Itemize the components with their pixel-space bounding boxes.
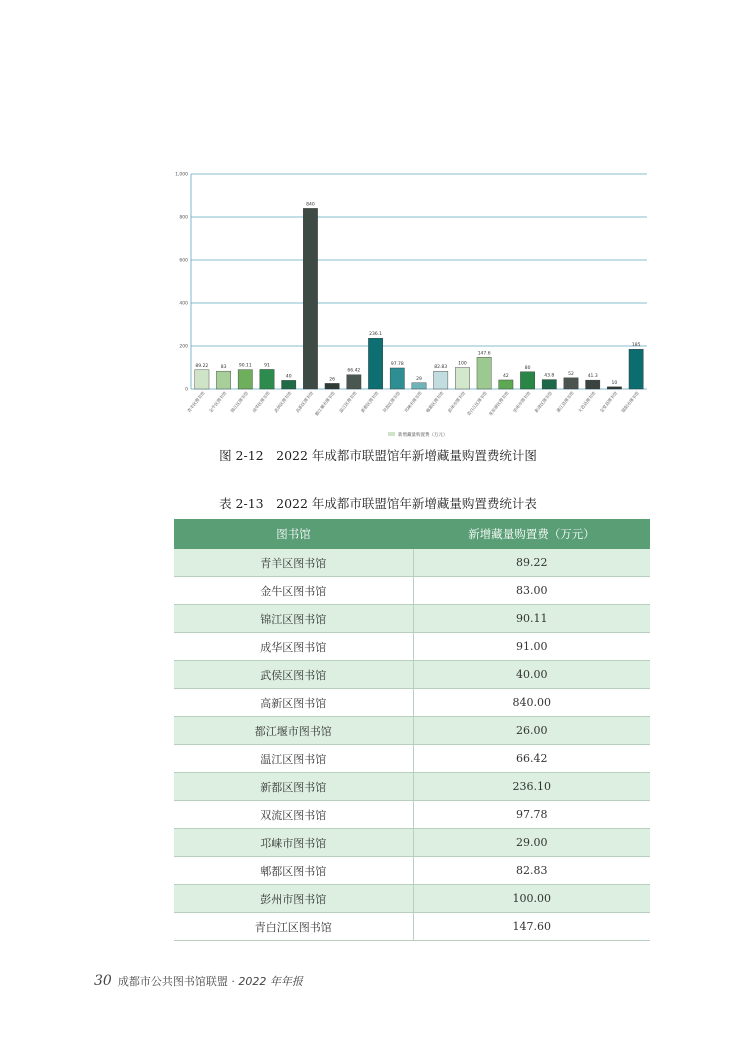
library-name-cell: 郫都区图书馆 — [174, 857, 413, 885]
library-name-cell: 都江堰市图书馆 — [174, 717, 413, 745]
bar-value-label: 89.22 — [195, 363, 209, 369]
table-row — [174, 689, 650, 717]
cost-value-cell: 29.00 — [413, 829, 650, 857]
bar — [629, 349, 643, 389]
table-row — [174, 857, 650, 885]
bar-value-label: 840 — [306, 202, 315, 208]
y-tick-label: 200 — [179, 344, 188, 350]
library-name-cell: 温江区图书馆 — [174, 745, 413, 773]
cost-value-cell: 40.00 — [413, 661, 650, 689]
footer-title: 成都市公共图书馆联盟 · — [117, 975, 239, 988]
legend-label: 新增藏量购置费（万元） — [398, 433, 448, 438]
bar — [455, 368, 469, 390]
cost-value-cell: 90.11 — [413, 605, 650, 633]
cost-value-cell: 89.22 — [413, 549, 650, 577]
bar-value-label: 97.78 — [390, 361, 404, 367]
bar-value-label: 42 — [502, 373, 509, 379]
table-row — [174, 633, 650, 661]
bar — [499, 380, 513, 389]
table-header-row — [174, 519, 650, 549]
library-name-cell: 锦江区图书馆 — [174, 605, 413, 633]
x-tick-label: 锦江区图书馆 — [229, 390, 250, 414]
x-tick-label: 成华区图书馆 — [251, 390, 271, 414]
x-tick-label: 青羊区图书馆 — [186, 390, 206, 414]
bar — [260, 369, 274, 389]
x-tick-label: 青白江区图书馆 — [465, 390, 488, 417]
bar-value-label: 40 — [285, 374, 292, 380]
x-tick-label: 新津区图书馆 — [533, 390, 554, 414]
cost-value-cell: 236.10 — [413, 773, 650, 801]
page-number: 30 — [94, 973, 112, 989]
cost-value-cell: 83.00 — [413, 577, 650, 605]
x-tick-label: 新都区图书馆 — [359, 390, 380, 414]
x-tick-label: 郫都区图书馆 — [425, 390, 445, 414]
y-tick-label: 1,000 — [175, 172, 188, 178]
figure-caption: 图 2-12 2022 年成都市联盟馆年新增藏量购置费统计图 — [219, 448, 537, 463]
table-row — [174, 717, 650, 745]
page-footer — [94, 973, 303, 989]
y-tick-label: 600 — [179, 258, 188, 264]
library-name-cell: 高新区图书馆 — [174, 689, 413, 717]
legend-swatch — [388, 432, 395, 436]
library-name-cell: 成华区图书馆 — [174, 633, 413, 661]
x-tick-label: 简阳市图书馆 — [620, 390, 640, 414]
bar — [347, 375, 361, 389]
table-caption: 表 2-13 2022 年成都市联盟馆年新增藏量购置费统计表 — [219, 496, 537, 511]
table-row — [174, 913, 650, 941]
table-row — [174, 549, 650, 577]
x-tick-label: 大邑县图书馆 — [577, 390, 597, 414]
y-tick-label: 0 — [185, 387, 188, 393]
bar — [564, 378, 578, 389]
bar-value-label: 29 — [416, 376, 422, 382]
bar-value-label: 90.11 — [238, 363, 252, 369]
bar-chart — [0, 0, 756, 445]
x-tick-label: 金堂县图书馆 — [598, 390, 619, 414]
library-name-cell: 青羊区图书馆 — [174, 549, 413, 577]
bar-value-label: 236.1 — [369, 332, 383, 338]
x-tick-label: 双流区图书馆 — [381, 390, 402, 414]
cost-value-cell: 97.78 — [413, 801, 650, 829]
bar-value-label: 43.8 — [544, 373, 555, 379]
x-tick-label: 高新区图书馆 — [294, 390, 315, 414]
y-tick-label: 800 — [179, 215, 188, 221]
bar — [195, 370, 209, 389]
x-tick-label: 龙泉驿区图书馆 — [487, 390, 510, 417]
library-name-cell: 新都区图书馆 — [174, 773, 413, 801]
table-row — [174, 885, 650, 913]
cost-value-cell: 840.00 — [413, 689, 650, 717]
library-name-cell: 武侯区图书馆 — [174, 661, 413, 689]
table-row — [174, 829, 650, 857]
data-table — [174, 519, 650, 941]
bar — [390, 368, 404, 389]
table-body — [174, 549, 650, 941]
library-name-cell: 双流区图书馆 — [174, 801, 413, 829]
bar-value-label: 91 — [264, 363, 270, 369]
x-tick-label: 崇州市图书馆 — [511, 390, 532, 414]
bar-value-label: 10 — [611, 380, 618, 386]
x-tick-label: 彭州市图书馆 — [446, 390, 467, 414]
column-header-cost: 新增藏量购置费（万元） — [413, 519, 650, 549]
x-tick-label: 武侯区图书馆 — [273, 390, 293, 414]
bar-value-label: 80 — [524, 365, 531, 371]
table-row — [174, 745, 650, 773]
cost-value-cell: 91.00 — [413, 633, 650, 661]
library-name-cell: 彭州市图书馆 — [174, 885, 413, 913]
cost-value-cell: 100.00 — [413, 885, 650, 913]
bar — [477, 357, 491, 389]
x-tick-label: 金牛区图书馆 — [207, 390, 228, 414]
bar-value-label: 52 — [568, 371, 574, 377]
x-tick-label: 邛崃市图书馆 — [403, 390, 423, 414]
x-tick-label: 温江区图书馆 — [338, 390, 358, 414]
bar-value-label: 83 — [220, 365, 227, 371]
bar — [325, 383, 339, 389]
bar — [238, 370, 252, 389]
bar-value-label: 147.6 — [477, 351, 491, 357]
table-row — [174, 605, 650, 633]
footer-year: 2022 年年报 — [238, 975, 303, 988]
cost-value-cell: 66.42 — [413, 745, 650, 773]
bar — [586, 380, 600, 389]
bar — [607, 387, 621, 389]
cost-value-cell: 147.60 — [413, 913, 650, 941]
bar — [434, 371, 448, 389]
bar — [303, 208, 317, 389]
cost-value-cell: 82.83 — [413, 857, 650, 885]
bar-value-label: 100 — [458, 361, 467, 367]
bar — [368, 338, 382, 389]
bar — [542, 380, 556, 389]
bar-value-label: 41.3 — [587, 374, 598, 380]
bar-value-label: 26 — [329, 377, 336, 383]
library-name-cell: 邛崃市图书馆 — [174, 829, 413, 857]
bar-value-label: 185 — [631, 343, 641, 349]
library-name-cell: 青白江区图书馆 — [174, 913, 413, 941]
bar-value-label: 66.42 — [347, 368, 361, 374]
y-tick-label: 400 — [179, 301, 188, 307]
bar — [412, 383, 426, 389]
table-row — [174, 773, 650, 801]
x-tick-label: 都江堰市图书馆 — [313, 390, 336, 417]
bar — [520, 372, 534, 389]
table-row — [174, 577, 650, 605]
column-header-library: 图书馆 — [174, 519, 413, 549]
cost-value-cell: 26.00 — [413, 717, 650, 745]
table-row — [174, 661, 650, 689]
bar-value-label: 82.83 — [434, 365, 448, 371]
table-row — [174, 801, 650, 829]
library-name-cell: 金牛区图书馆 — [174, 577, 413, 605]
x-tick-label: 蒲江县图书馆 — [555, 390, 575, 414]
bar — [282, 380, 296, 389]
bar — [216, 371, 230, 389]
